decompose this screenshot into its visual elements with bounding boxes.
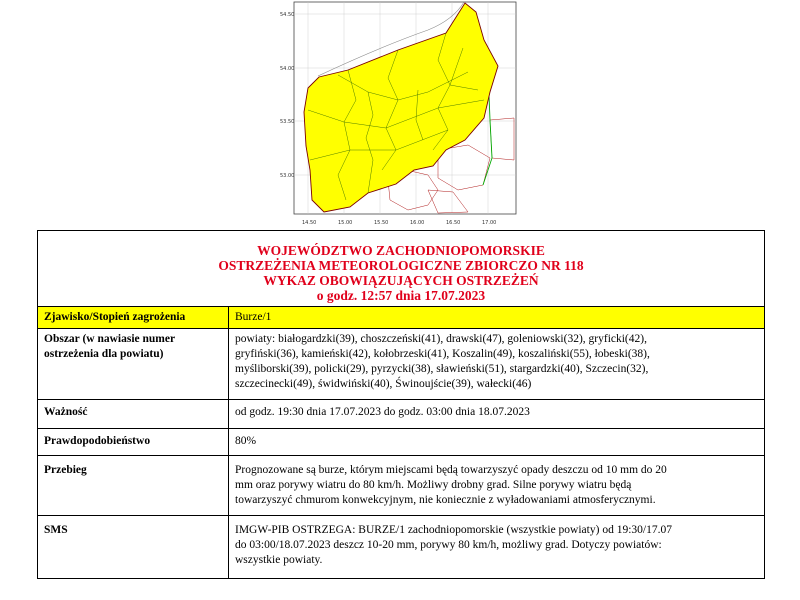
sms-line: do 03:00/18.07.2023 deszcz 10-20 mm, porywy 80 km/h, możliwy grad. Dotyczy powiatów: bbox=[235, 539, 662, 551]
area-line: powiaty: białogardzki(39), choszczeński(41), drawski(47), goleniowski(32), gryficki(42), bbox=[235, 333, 647, 345]
area-row bbox=[38, 329, 765, 400]
area-line: myśliborski(39), policki(29), pyrzycki(38), sławieński(51), stargardzki(40), Szczecin(32), bbox=[235, 363, 649, 375]
hazard-label: Zjawisko/Stopień zagrożenia bbox=[38, 307, 229, 329]
validity-value: od godz. 19:30 dnia 17.07.2023 do godz. 03:00 dnia 18.07.2023 bbox=[229, 400, 765, 429]
lon-tick: 16.00 bbox=[410, 220, 425, 226]
lon-tick: 14.50 bbox=[302, 220, 317, 226]
header-time: o godz. 12:57 dnia 17.07.2023 bbox=[316, 288, 486, 303]
sms-value bbox=[229, 516, 765, 579]
sms-line: wszystkie powiaty. bbox=[235, 554, 323, 566]
lat-tick: 53.50 bbox=[280, 119, 295, 125]
course-label: Przebieg bbox=[38, 456, 229, 516]
probability-row bbox=[38, 429, 765, 456]
area-line: gryfiński(36), kamieński(42), kołobrzeski(41), Koszalin(49), koszaliński(55), łobeski(38), bbox=[235, 348, 650, 360]
warning-map bbox=[278, 0, 520, 230]
lon-tick: 17.00 bbox=[482, 220, 497, 226]
course-line: towarzyszyć chmurom konwekcyjnym, nie koniecznie z wyładowaniami atmosferycznymi. bbox=[235, 494, 656, 506]
hazard-row bbox=[38, 307, 765, 329]
header-region: WOJEWÓDZTWO ZACHODNIOPOMORSKIE bbox=[257, 243, 545, 258]
lat-tick: 53.00 bbox=[280, 173, 295, 179]
validity-label: Ważność bbox=[38, 400, 229, 429]
course-value bbox=[229, 456, 765, 516]
sms-row bbox=[38, 516, 765, 579]
course-row bbox=[38, 456, 765, 516]
warning-header bbox=[38, 231, 765, 307]
lat-tick: 54.50 bbox=[280, 12, 295, 18]
lat-tick: 54.00 bbox=[280, 66, 295, 72]
sms-line: IMGW-PIB OSTRZEGA: BURZE/1 zachodniopomorskie (wszystkie powiaty) od 19:30/17.07 bbox=[235, 524, 672, 536]
area-line: szczecinecki(49), świdwiński(40), Świnoujście(39), wałecki(46) bbox=[235, 378, 532, 390]
area-label: Obszar (w nawiasie numer ostrzeżenia dla powiatu) bbox=[38, 329, 229, 400]
map-svg bbox=[278, 0, 520, 230]
warning-table bbox=[37, 230, 765, 579]
probability-label: Prawdopodobieństwo bbox=[38, 429, 229, 456]
lon-tick: 16.50 bbox=[446, 220, 461, 226]
header-row bbox=[38, 231, 765, 307]
hazard-value: Burze/1 bbox=[229, 307, 765, 329]
probability-value: 80% bbox=[229, 429, 765, 456]
course-line: Prognozowane są burze, którym miejscami będą towarzyszyć opady deszczu od 10 mm do 20 bbox=[235, 464, 667, 476]
header-title: OSTRZEŻENIA METEOROLOGICZNE ZBIORCZO NR 118 bbox=[218, 258, 584, 273]
header-subtitle: WYKAZ OBOWIĄZUJĄCYCH OSTRZEŻEŃ bbox=[263, 273, 539, 288]
sms-label: SMS bbox=[38, 516, 229, 579]
validity-row bbox=[38, 400, 765, 429]
lon-tick: 15.50 bbox=[374, 220, 389, 226]
course-line: mm oraz porywy wiatru do 80 km/h. Możliwy drobny grad. Silne porywy wiatru będą bbox=[235, 479, 632, 491]
area-value bbox=[229, 329, 765, 400]
lon-tick: 15.00 bbox=[338, 220, 353, 226]
